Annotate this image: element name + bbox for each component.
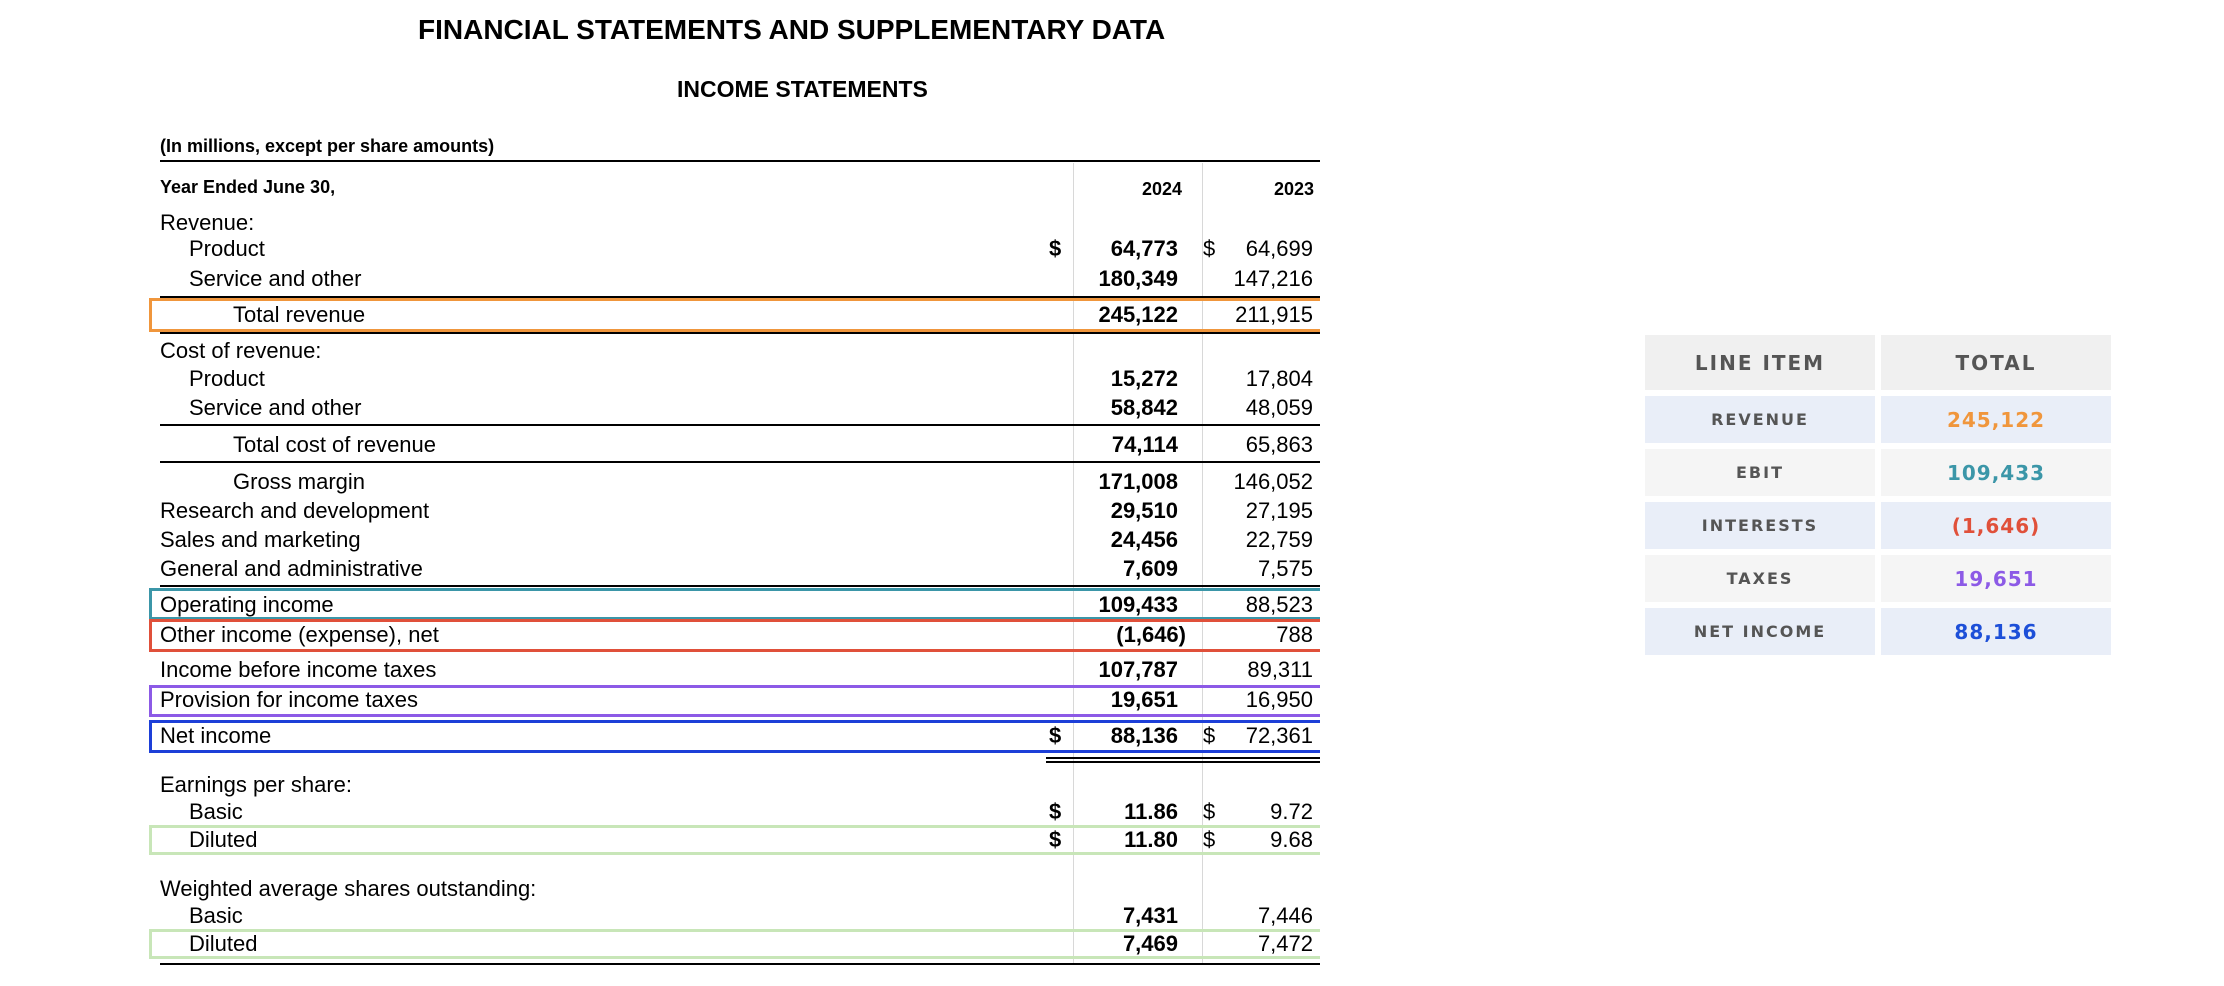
total-revenue-label: Total revenue bbox=[233, 302, 366, 327]
currency-sign: $ bbox=[1203, 723, 1216, 748]
summary-label-revenue: REVENUE bbox=[1645, 396, 1875, 443]
other-income-2023: 788 bbox=[1276, 622, 1313, 647]
general-admin-2023: 7,575 bbox=[1257, 556, 1313, 581]
shares-header: Weighted average shares outstanding: bbox=[160, 876, 537, 901]
total-cost-label: Total cost of revenue bbox=[233, 432, 437, 457]
income-before-tax-2024: 107,787 bbox=[1098, 657, 1178, 682]
summary-value-ebit: 109,433 bbox=[1881, 449, 2111, 496]
document-subtitle: INCOME STATEMENTS bbox=[677, 76, 928, 102]
highlight-shares-diluted bbox=[149, 929, 1329, 959]
highlight-other-income bbox=[149, 619, 1329, 652]
eps-diluted-2024: 11.80 bbox=[1124, 827, 1178, 852]
operating-income-2024: 109,433 bbox=[1098, 592, 1178, 617]
summary-header-total: TOTAL bbox=[1881, 335, 2111, 390]
highlight-net-income bbox=[149, 720, 1329, 753]
double-rule-bottom bbox=[1046, 761, 1320, 763]
total-cost-2024: 74,114 bbox=[1111, 432, 1178, 457]
gross-margin-label: Gross margin bbox=[233, 469, 366, 494]
eps-diluted-2023: 9.68 bbox=[1270, 827, 1313, 852]
eps-basic-2024: 11.86 bbox=[1124, 799, 1178, 824]
cost-product-2024: 15,272 bbox=[1110, 366, 1178, 391]
provision-label: Provision for income taxes bbox=[160, 687, 418, 712]
shares-basic-2023: 7,446 bbox=[1257, 903, 1313, 928]
total-rule bbox=[160, 461, 1320, 463]
eps-basic-label: Basic bbox=[189, 799, 243, 824]
summary-label-ebit: EBIT bbox=[1645, 449, 1875, 496]
summary-value-interests: (1,646) bbox=[1881, 502, 2111, 549]
sales-marketing-2024: 24,456 bbox=[1110, 527, 1178, 552]
currency-sign: $ bbox=[1049, 723, 1062, 748]
currency-sign: $ bbox=[1049, 799, 1062, 824]
income-before-tax-2023: 89,311 bbox=[1247, 657, 1313, 682]
total-revenue-2024: 245,122 bbox=[1098, 302, 1178, 327]
gross-margin-2023: 146,052 bbox=[1233, 469, 1313, 494]
operating-income-2023: 88,523 bbox=[1245, 592, 1313, 617]
unit-note: (In millions, except per share amounts) bbox=[160, 136, 495, 156]
subtotal-rule bbox=[160, 424, 1320, 426]
currency-sign: $ bbox=[1049, 827, 1062, 852]
cost-service-label: Service and other bbox=[189, 395, 362, 420]
rnd-2024: 29,510 bbox=[1110, 498, 1178, 523]
summary-label-taxes: TAXES bbox=[1645, 555, 1875, 602]
service-revenue-2023: 147,216 bbox=[1233, 266, 1313, 291]
product-revenue-label: Product bbox=[189, 236, 265, 261]
income-before-tax-label: Income before income taxes bbox=[160, 657, 437, 682]
summary-value-revenue: 245,122 bbox=[1881, 396, 2111, 443]
summary-label-net-income: NET INCOME bbox=[1645, 608, 1875, 655]
net-income-2023: 72,361 bbox=[1245, 723, 1313, 748]
operating-income-label: Operating income bbox=[160, 592, 334, 617]
summary-value-taxes: 19,651 bbox=[1881, 555, 2111, 602]
general-admin-2024: 7,609 bbox=[1122, 556, 1178, 581]
column-header-2023: 2023 bbox=[1274, 179, 1315, 199]
shares-basic-label: Basic bbox=[189, 903, 243, 928]
highlight-provision bbox=[149, 685, 1329, 717]
bottom-rule bbox=[160, 963, 1320, 965]
sales-marketing-label: Sales and marketing bbox=[160, 527, 361, 552]
currency-sign: $ bbox=[1049, 236, 1062, 261]
eps-basic-2023: 9.72 bbox=[1270, 799, 1313, 824]
product-revenue-2023: 64,699 bbox=[1245, 236, 1313, 261]
cost-service-2024: 58,842 bbox=[1110, 395, 1178, 420]
shares-diluted-2024: 7,469 bbox=[1122, 931, 1178, 956]
document-title: FINANCIAL STATEMENTS AND SUPPLEMENTARY DATA bbox=[418, 14, 1166, 45]
total-rule bbox=[160, 332, 1320, 334]
period-label: Year Ended June 30, bbox=[160, 177, 336, 197]
cost-service-2023: 48,059 bbox=[1245, 395, 1313, 420]
total-revenue-2023: 211,915 bbox=[1235, 302, 1313, 327]
general-admin-label: General and administrative bbox=[160, 556, 423, 581]
column-header-2024: 2024 bbox=[1142, 179, 1183, 199]
net-income-2024: 88,136 bbox=[1110, 723, 1178, 748]
eps-header: Earnings per share: bbox=[160, 772, 352, 797]
provision-2024: 19,651 bbox=[1110, 687, 1178, 712]
cost-of-revenue-header: Cost of revenue: bbox=[160, 338, 322, 363]
total-cost-2023: 65,863 bbox=[1245, 432, 1313, 457]
rnd-2023: 27,195 bbox=[1245, 498, 1313, 523]
shares-basic-2024: 7,431 bbox=[1122, 903, 1178, 928]
currency-sign: $ bbox=[1203, 827, 1216, 852]
service-revenue-label: Service and other bbox=[189, 266, 362, 291]
header-rule bbox=[160, 160, 1320, 162]
shares-diluted-2023: 7,472 bbox=[1257, 931, 1313, 956]
double-rule-top bbox=[1046, 757, 1320, 759]
provision-2023: 16,950 bbox=[1245, 687, 1313, 712]
service-revenue-2024: 180,349 bbox=[1098, 266, 1178, 291]
cost-product-2023: 17,804 bbox=[1245, 366, 1313, 391]
highlight-operating-income bbox=[149, 588, 1329, 620]
subtotal-rule bbox=[160, 585, 1320, 587]
shares-diluted-label: Diluted bbox=[189, 931, 258, 956]
revenue-header: Revenue: bbox=[160, 210, 255, 235]
highlight-total-revenue bbox=[149, 298, 1329, 332]
summary-value-net-income: 88,136 bbox=[1881, 608, 2111, 655]
currency-sign: $ bbox=[1203, 799, 1216, 824]
cost-product-label: Product bbox=[189, 366, 265, 391]
product-revenue-2024: 64,773 bbox=[1110, 236, 1178, 261]
highlight-eps-diluted bbox=[149, 825, 1329, 855]
eps-diluted-label: Diluted bbox=[189, 827, 258, 852]
summary-header-line-item: LINE ITEM bbox=[1645, 335, 1875, 390]
summary-label-interests: INTERESTS bbox=[1645, 502, 1875, 549]
rnd-label: Research and development bbox=[160, 498, 430, 523]
currency-sign: $ bbox=[1203, 236, 1216, 261]
net-income-label: Net income bbox=[160, 723, 272, 748]
other-income-label: Other income (expense), net bbox=[160, 622, 439, 647]
gross-margin-2024: 171,008 bbox=[1098, 469, 1178, 494]
other-income-2024: (1,646) bbox=[1116, 622, 1186, 647]
sales-marketing-2023: 22,759 bbox=[1245, 527, 1313, 552]
